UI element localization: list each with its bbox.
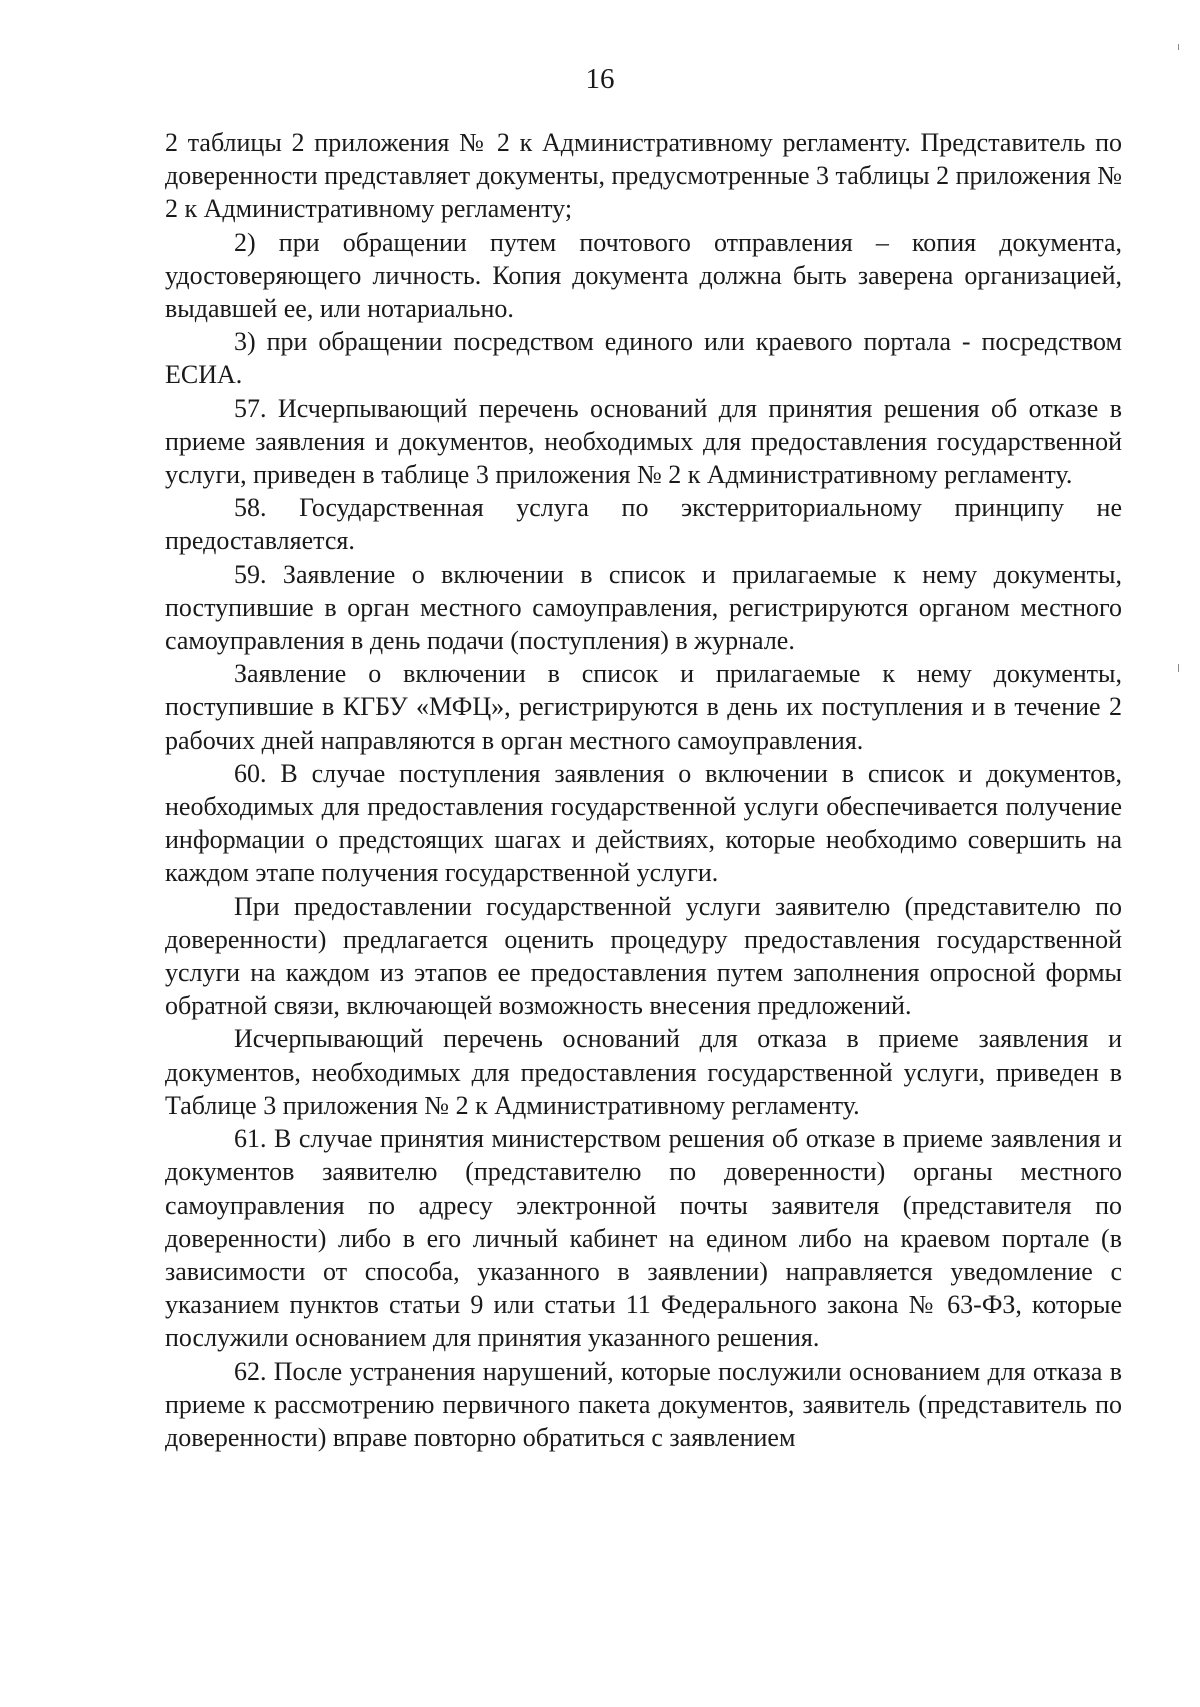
paragraph: 2) при обращении путем почтового отправления – копия документа, удостоверяющего личность. Копия документа должна быть заверена организацией, выдавшей ее, или нотариально. bbox=[165, 227, 1122, 324]
document-body bbox=[165, 126, 1122, 1454]
paragraph: 60. В случае поступления заявления о включении в список и документов, необходимых для предоставления государственной услуги обеспечивается получение информации о предстоящих шагах и действиях, которые необходимо совершить на каждом этапе получения государственной услуги. bbox=[165, 758, 1122, 888]
page-number: 16 bbox=[585, 63, 615, 95]
paragraph: 58. Государственная услуга по экстерриториальному принципу не предоставляется. bbox=[165, 493, 1122, 556]
paragraph: 59. Заявление о включении в список и прилагаемые к нему документы, поступившие в орган местного самоуправления, регистрируются органом местного самоуправления в день подачи (поступления) в журнале. bbox=[165, 559, 1122, 656]
paragraph: При предоставлении государственной услуги заявителю (представителю по доверенности) предлагается оценить процедуру предоставления государственной услуги на каждом из этапов ее предоставления путем заполнения опросной формы обратной связи, включающей возможность внесения предложений. bbox=[165, 891, 1122, 1021]
paragraph: 62. После устранения нарушений, которые послужили основанием для отказа в приеме к рассмотрению первичного пакета документов, заявитель (представитель по доверенности) вправе повторно обратиться с заявлением bbox=[165, 1356, 1122, 1452]
paragraph: Исчерпывающий перечень оснований для отказа в приеме заявления и документов, необходимых для предоставления государственной услуги, приведен в Таблице 3 приложения № 2 к Административному регламенту. bbox=[165, 1024, 1122, 1120]
scan-artifact bbox=[1178, 44, 1179, 50]
paragraph: Заявление о включении в список и прилагаемые к нему документы, поступившие в КГБУ «МФЦ», регистрируются в день их поступления и в течение 2 рабочих дней направляются в орган местного самоуправления. bbox=[165, 659, 1122, 755]
paragraph: 57. Исчерпывающий перечень оснований для принятия решения об отказе в приеме заявления и документов, необходимых для предоставления государственной услуги, приведен в таблице 3 приложения № 2 к Административному регламенту. bbox=[165, 393, 1122, 490]
scan-artifact bbox=[1178, 664, 1179, 672]
paragraph: 3) при обращении посредством единого или краевого портала - посредством ЕСИА. bbox=[165, 327, 1122, 390]
paragraph: 61. В случае принятия министерством решения об отказе в приеме заявления и документов заявителю (представителю по доверенности) органы местного самоуправления по адресу электронной почты заявителя (представителя по доверенности) либо в его личный кабинет на едином либо на краевом портале (в зависимости от способа, указанного в заявлении) направляется уведомление с указанием пунктов статьи 9 или статьи 11 Федерального закона № 63-ФЗ, которые послужили основанием для принятия указанного решения. bbox=[165, 1124, 1122, 1353]
paragraph: 2 таблицы 2 приложения № 2 к Административному регламенту. Представитель по доверенности представляет документы, предусмотренные 3 таблицы 2 приложения № 2 к Административному регламенту; bbox=[165, 128, 1123, 224]
